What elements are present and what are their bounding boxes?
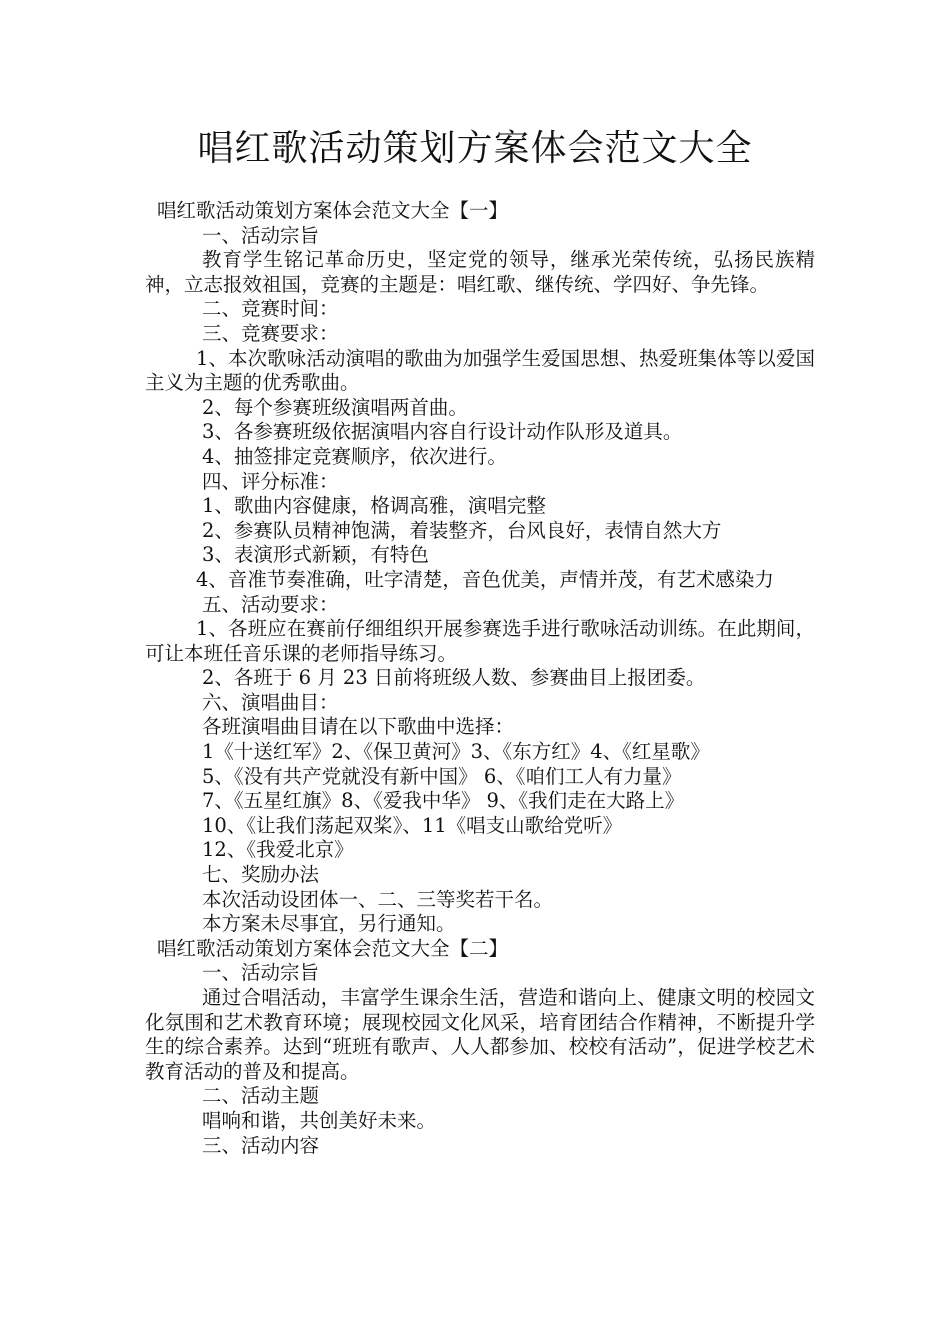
requirement-item-1: 1、本次歌咏活动演唱的歌曲为加强学生爱国思想、热爱班集体等以爱国主义为主题的优秀歌曲。 [145,346,815,395]
heading-activity-content: 三、活动内容 [202,1133,320,1157]
heading-song-list: 六、演唱曲目： [202,690,339,714]
paragraph-purpose: 教育学生铭记革命历史，坚定党的领导，继承光荣传统，弘扬民族精神，立志报效祖国，竞赛的主题是：唱红歌、继传统、学四好、争先锋。 [145,248,815,296]
criteria-item-3: 3、表演形式新颖，有特色 [202,543,429,567]
heading-scoring-criteria: 四、评分标准： [202,469,339,493]
song-list-row-3: 7、《五星红旗》8、《爱我中华》 9、《我们走在大路上》 [202,789,685,813]
section-heading-1: 唱红歌活动策划方案体会范文大全【一】 [157,199,509,222]
activity-requirement-1: 1、各班应在赛前仔细组织开展参赛选手进行歌咏活动训练。在此期间，可让本班任音乐课的老师指导练习。 [145,617,815,665]
song-list-intro: 各班演唱曲目请在以下歌曲中选择： [202,715,515,739]
heading-activity-purpose-2: 一、活动宗旨 [202,961,320,985]
song-list-row-4: 10、《让我们荡起双桨》、11《唱支山歌给党听》 [202,813,623,837]
song-list-row-1: 1《十送红军》2、《保卫黄河》3、《东方红》4、《红星歌》 [202,740,710,764]
paragraph-purpose-2: 通过合唱活动，丰富学生课余生活，营造和谐向上、健康文明的校园文化氛围和艺术教育环境；展现校园文化风采，培育团结合作精神，不断提升学生的综合素养。达到“班班有歌声、人人都参加、校校有活动”，促进学校艺术教育活动的普及和提高。 [145,986,815,1083]
heading-competition-time: 二、竞赛时间： [202,297,339,321]
criteria-item-4: 4、音准节奏准确，吐字清楚，音色优美，声情并茂，有艺术感染力 [196,567,774,591]
section-heading-2: 唱红歌活动策划方案体会范文大全【二】 [157,936,509,960]
closing-note: 本方案未尽事宜，另行通知。 [202,912,456,936]
heading-activity-requirements: 五、活动要求： [202,592,339,616]
requirement-item-4: 4、抽签排定竞赛顺序，依次进行。 [202,444,507,468]
heading-activity-theme: 二、活动主题 [202,1084,320,1108]
criteria-item-1: 1、歌曲内容健康，格调高雅，演唱完整 [202,494,546,518]
requirement-item-2: 2、每个参赛班级演唱两首曲。 [202,395,468,419]
criteria-item-2: 2、参赛队员精神饱满，着装整齐，台风良好，表情自然大方 [202,518,722,542]
requirement-item-3: 3、各参赛班级依据演唱内容自行设计动作队形及道具。 [202,420,683,444]
song-list-row-5: 12、《我爱北京》 [202,838,354,862]
document-body [145,199,815,1158]
heading-activity-purpose: 一、活动宗旨 [202,223,320,247]
heading-awards: 七、奖励办法 [202,863,320,887]
document-title: 唱红歌活动策划方案体会范文大全 [197,128,753,169]
heading-competition-requirements: 三、竞赛要求： [202,321,339,345]
awards-text: 本次活动设团体一、二、三等奖若干名。 [202,887,554,911]
song-list-row-2: 5、《没有共产党就没有新中国》 6、《咱们工人有力量》 [202,764,682,788]
activity-requirement-2: 2、各班于 6 月 23 日前将班级人数、参赛曲目上报团委。 [202,666,706,690]
activity-theme-text: 唱响和谐，共创美好未来。 [202,1108,437,1132]
